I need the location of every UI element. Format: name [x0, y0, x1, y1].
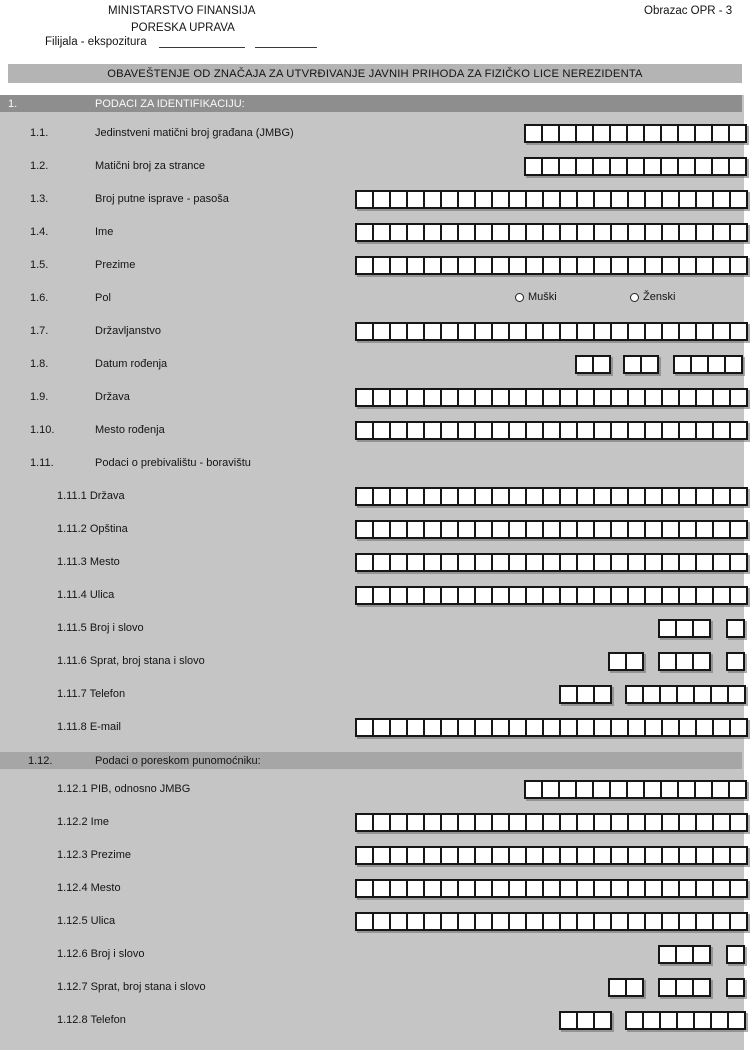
row-label: 1.11.4 Ulica [57, 589, 115, 601]
row-label: 1.11.3 Mesto [57, 556, 120, 568]
char-box-group [726, 619, 745, 638]
form-row [0, 381, 744, 414]
row-number: 1.3. [30, 193, 49, 205]
char-box[interactable] [692, 652, 711, 671]
char-box-group [355, 322, 748, 341]
char-box[interactable] [640, 355, 659, 374]
row-label: Datum rođenja [95, 358, 168, 370]
char-box-group [355, 846, 748, 865]
char-box-group [355, 190, 748, 209]
tax-administration-title: PORESKA UPRAVA [131, 22, 235, 34]
char-box[interactable] [724, 355, 743, 374]
row-label: Država [95, 391, 130, 403]
row-number: 1.10. [30, 424, 55, 436]
char-box[interactable] [728, 780, 747, 799]
proxy-rows [0, 773, 744, 1037]
char-box-group [355, 487, 748, 506]
branch-line [45, 36, 317, 48]
char-box[interactable] [729, 388, 748, 407]
char-box[interactable] [727, 685, 746, 704]
row-label: Pol [95, 292, 111, 304]
row-number: 1.2. [30, 160, 49, 172]
form-row [0, 579, 744, 612]
radio-option-male[interactable] [515, 291, 557, 303]
char-box-group [658, 619, 711, 638]
char-box[interactable] [729, 322, 748, 341]
char-box[interactable] [726, 652, 745, 671]
char-box-group [673, 355, 743, 374]
form-row [0, 1004, 744, 1037]
char-box[interactable] [692, 945, 711, 964]
char-box[interactable] [726, 619, 745, 638]
form-row [0, 839, 744, 872]
row-label: 1.11.2 Opština [57, 523, 128, 535]
row-number: 1.4. [30, 226, 49, 238]
form-row [0, 872, 744, 905]
form-row [0, 938, 744, 971]
section-112-number: 1.12. [28, 754, 53, 767]
form-row [0, 117, 744, 150]
row-number: 1.11. [30, 457, 54, 469]
row-label: 1.12.8 Telefon [57, 1014, 126, 1026]
row-number: 1.1. [30, 127, 49, 139]
char-box-group [355, 520, 748, 539]
form-title-band [8, 64, 742, 83]
char-box-group [355, 553, 748, 572]
form-row [0, 282, 744, 315]
gender-male-label: Muški [528, 291, 557, 303]
row-label: Podaci o prebivalištu - boravištu [95, 457, 251, 469]
char-box[interactable] [727, 1011, 746, 1030]
char-box[interactable] [729, 912, 748, 931]
char-box[interactable] [726, 945, 745, 964]
char-box-group [726, 978, 745, 997]
char-box[interactable] [729, 879, 748, 898]
section-112-header [0, 752, 742, 769]
row-label: 1.11.1 Država [57, 490, 125, 502]
row-label: 1.12.7 Sprat, broj stana i slovo [57, 981, 206, 993]
form-row [0, 249, 744, 282]
char-box[interactable] [729, 813, 748, 832]
char-box[interactable] [729, 190, 748, 209]
row-label: 1.11.5 Broj i slovo [57, 622, 144, 634]
row-number: 1.9. [30, 391, 49, 403]
char-box[interactable] [592, 355, 611, 374]
char-box[interactable] [625, 652, 644, 671]
branch-blank-field-1[interactable] [159, 36, 245, 48]
section-1-title: PODACI ZA IDENTIFIKACIJU: [95, 97, 245, 110]
row-label: 1.12.2 Ime [57, 816, 109, 828]
section-1-header [0, 95, 742, 112]
form-row [0, 315, 744, 348]
char-box[interactable] [729, 487, 748, 506]
char-box-group [658, 978, 711, 997]
radio-male-icon[interactable] [515, 293, 524, 302]
char-box-group [625, 685, 746, 704]
form-row [0, 612, 744, 645]
row-label: 1.11.6 Sprat, broj stana i slovo [57, 655, 205, 667]
char-box-group [524, 157, 747, 176]
row-label: 1.12.1 PIB, odnosno JMBG [57, 783, 191, 795]
char-box-group [625, 1011, 746, 1030]
row-label: Jedinstveni matični broj građana (JMBG) [95, 127, 294, 139]
row-number: 1.8. [30, 358, 49, 370]
form-row [0, 513, 744, 546]
char-box-group [524, 124, 747, 143]
row-label: 1.11.7 Telefon [57, 688, 126, 700]
branch-blank-field-2[interactable] [255, 36, 317, 48]
form-row [0, 773, 744, 806]
char-box-group [355, 388, 748, 407]
char-box-group [355, 256, 748, 275]
section-1-number: 1. [8, 97, 18, 110]
char-box-group [355, 586, 748, 605]
char-box-group [355, 912, 748, 931]
row-label: Matični broj za strance [95, 160, 206, 172]
char-box-group [658, 945, 711, 964]
ministry-title: MINISTARSTVO FINANSIJA [108, 5, 256, 17]
form-row [0, 414, 744, 447]
section-112-title: Podaci o poreskom punomoćniku: [95, 754, 261, 767]
form-title: OBAVEŠTENJE OD ZNAČAJA ZA UTVRĐIVANJE JAVNIH PRIHODA ZA FIZIČKO LICE NEREZIDENTA [107, 67, 643, 80]
row-label: Ime [95, 226, 114, 238]
row-label: Broj putne isprave - pasoša [95, 193, 229, 205]
form-code: Obrazac OPR - 3 [644, 5, 733, 17]
form-row [0, 905, 744, 938]
char-box-group [608, 652, 644, 671]
form-row [0, 447, 744, 480]
row-label: 1.12.6 Broj i slovo [57, 948, 145, 960]
char-box[interactable] [728, 124, 747, 143]
form-row [0, 348, 744, 381]
char-box-group [559, 1011, 612, 1030]
form-body [0, 95, 744, 1050]
char-box[interactable] [728, 157, 747, 176]
row-number: 1.7. [30, 325, 49, 337]
row-label: 1.12.5 Ulica [57, 915, 116, 927]
char-box[interactable] [625, 978, 644, 997]
char-box-group [608, 978, 644, 997]
char-box[interactable] [593, 1011, 612, 1030]
char-box-group [559, 685, 612, 704]
form-row [0, 711, 744, 744]
form-row [0, 480, 744, 513]
gender-female-label: Ženski [643, 291, 676, 303]
char-box-group [355, 718, 748, 737]
char-box[interactable] [729, 421, 748, 440]
row-label: Prezime [95, 259, 136, 271]
char-box-group [623, 355, 659, 374]
char-box-group [575, 355, 611, 374]
row-label: Mesto rođenja [95, 424, 165, 436]
char-box[interactable] [729, 223, 748, 242]
char-box-group [658, 652, 711, 671]
row-label: 1.12.3 Prezime [57, 849, 131, 861]
form-row [0, 216, 744, 249]
row-number: 1.5. [30, 259, 49, 271]
char-box[interactable] [729, 520, 748, 539]
char-box-group [726, 945, 745, 964]
form-row [0, 546, 744, 579]
radio-female-icon[interactable] [630, 293, 639, 302]
form-row [0, 678, 744, 711]
char-box-group [355, 421, 748, 440]
identification-rows [0, 117, 744, 744]
char-box-group [524, 780, 747, 799]
char-box[interactable] [729, 586, 748, 605]
char-box[interactable] [729, 256, 748, 275]
char-box[interactable] [729, 718, 748, 737]
row-number: 1.6. [30, 292, 49, 304]
form-row [0, 645, 744, 678]
row-label: 1.12.4 Mesto [57, 882, 121, 894]
char-box-group [355, 223, 748, 242]
form-row [0, 150, 744, 183]
char-box[interactable] [729, 553, 748, 572]
branch-label: Filijala - ekspozitura [45, 36, 147, 48]
char-box[interactable] [692, 978, 711, 997]
char-box[interactable] [593, 685, 612, 704]
form-row [0, 971, 744, 1004]
form-row [0, 806, 744, 839]
char-box[interactable] [729, 846, 748, 865]
char-box-group [726, 652, 745, 671]
char-box[interactable] [692, 619, 711, 638]
char-box-group [355, 813, 748, 832]
row-label: 1.11.8 E-mail [57, 721, 121, 733]
char-box-group [355, 879, 748, 898]
form-row [0, 183, 744, 216]
row-label: Državljanstvo [95, 325, 162, 337]
char-box[interactable] [726, 978, 745, 997]
radio-option-female[interactable] [630, 291, 675, 303]
